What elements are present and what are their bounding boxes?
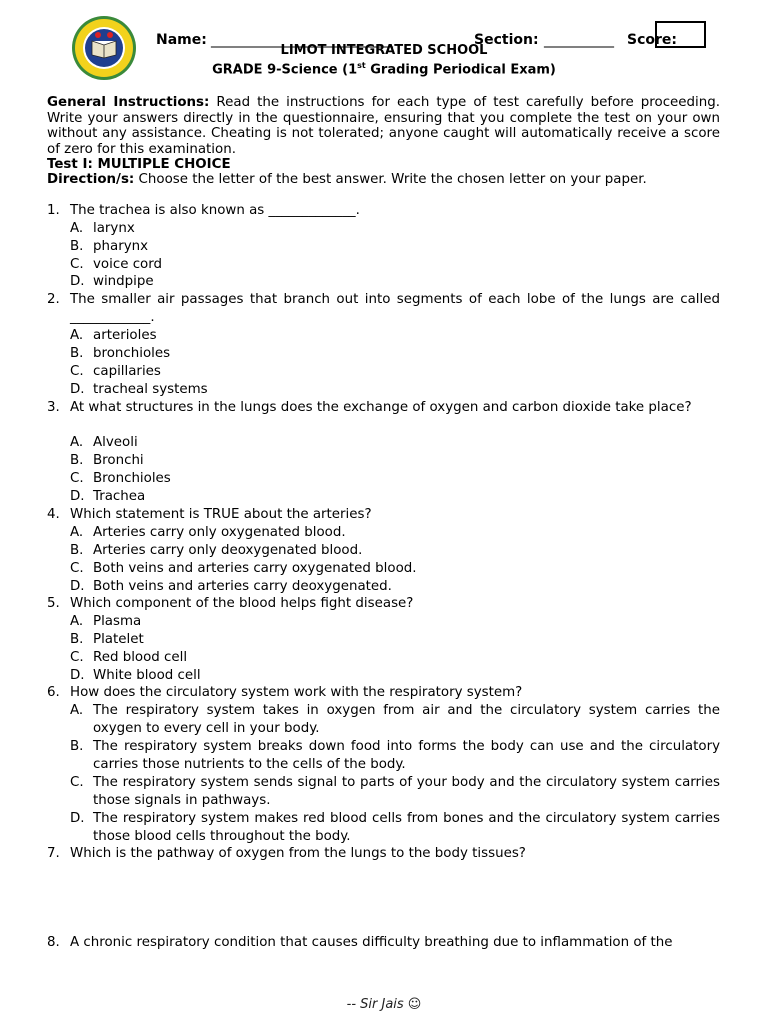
question-7: 7. Which is the pathway of oxygen from the lungs to the body tissues? [47,846,526,861]
question-6: 6. How does the circulatory system work with the respiratory system? [47,685,523,700]
section-blank[interactable]: __________ [544,32,614,48]
question-3: 3. At what structures in the lungs does the exchange of oxygen and carbon dioxide take place? [47,400,692,415]
question-2: 2. The smaller air passages that branch out into segments of each lobe of the lungs are called ____________. [47,292,720,325]
question-5: 5. Which component of the blood helps fight disease? [47,596,414,611]
name-blank[interactable]: __________________________ [211,32,393,48]
option-6a[interactable]: A. The respiratory system takes in oxygen from air and the circulatory system carries the oxygen to every cell in your body. [70,703,720,736]
name-label: Name: [156,32,207,48]
directions: Direction/s: Choose the letter of the best answer. Write the chosen letter on your paper. [47,172,647,187]
exam-subtitle: GRADE 9-Science (1st Grading Periodical Exam) [212,61,556,78]
score-label: Score: [627,32,677,48]
section-label: Section: [474,32,539,48]
question-8: 8. A chronic respiratory condition that causes difficulty breathing due to inflammation of the [47,935,673,950]
test-title: Test I: MULTIPLE CHOICE [47,157,231,172]
question-4: 4. Which statement is TRUE about the arteries? [47,507,372,522]
option-6d[interactable]: D. The respiratory system makes red blood cells from bones and the circulatory system carries those blood cells throughout the body. [70,811,720,844]
option-6c[interactable]: C. The respiratory system sends signal to parts of your body and the circulatory system carries those signals in pathways. [70,775,720,808]
option-6b[interactable]: B. The respiratory system breaks down food into forms the body can use and the circulatory carries those nutrients to the cells of the body. [70,739,720,772]
question-1: 1. The trachea is also known as _____________. [47,203,360,218]
school-name: LIMOT INTEGRATED SCHOOL [280,43,488,58]
general-instructions: General Instructions: Read the instructions for each type of test carefully before proceeding. Write your answers directly in the questionnaire, ensuring that you complete the test on your own without any assistance. Cheating is not tolerated; anyone caught will automatically receive a score of zero for this examination. [47,95,720,157]
footer-signature: -- Sir Jais ☺ [346,997,422,1012]
